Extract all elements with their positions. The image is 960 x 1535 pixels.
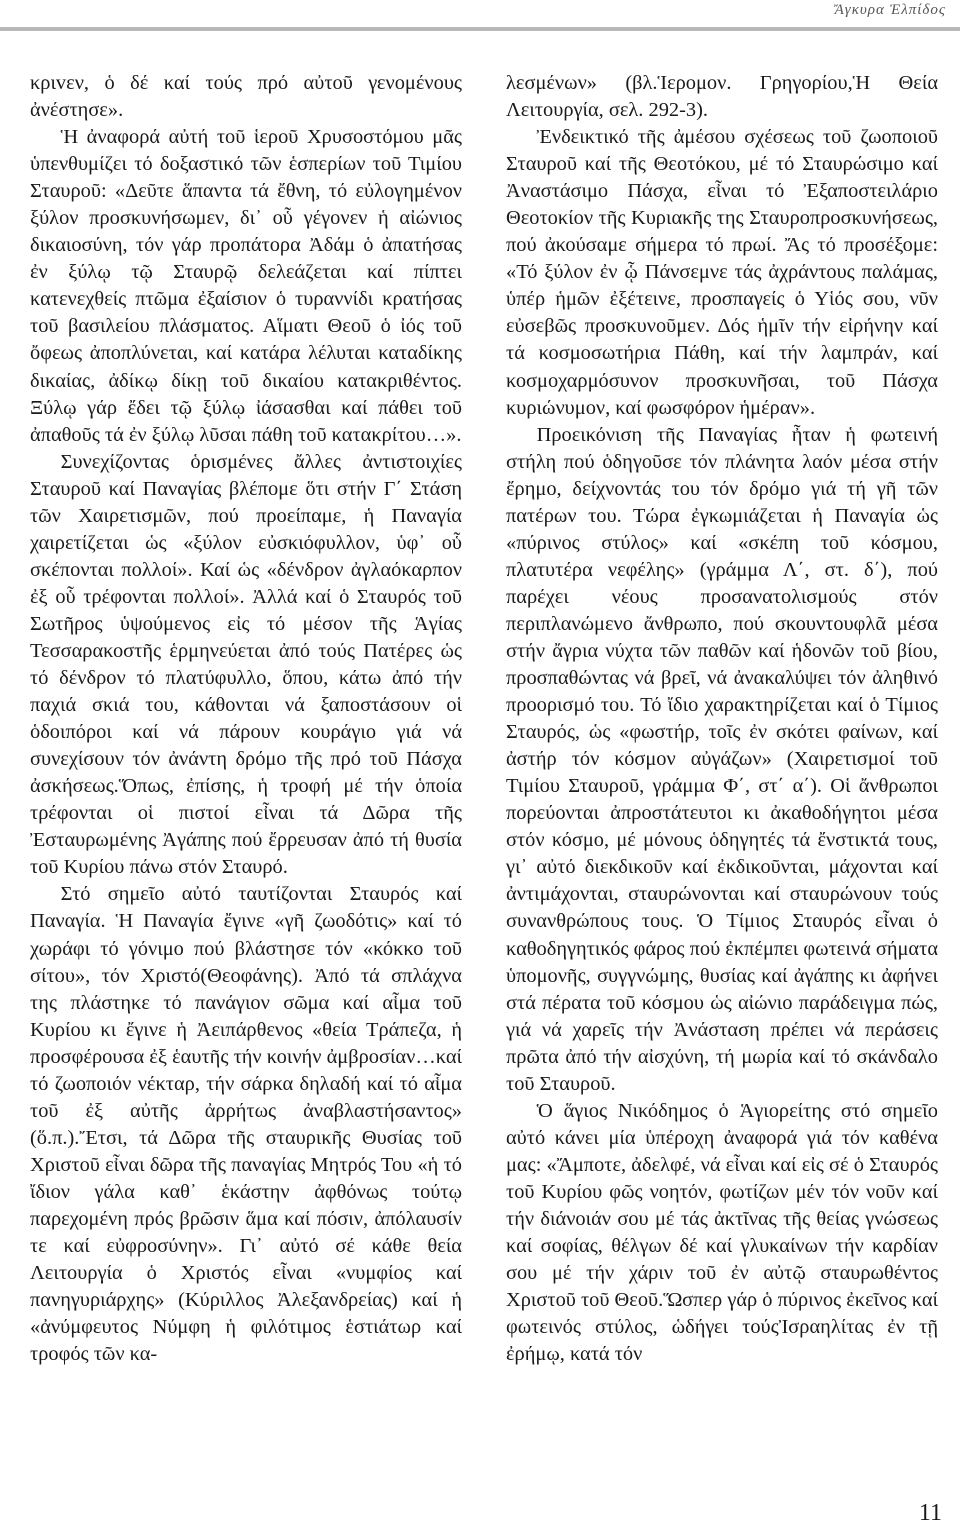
page-number: 11	[918, 1500, 942, 1526]
paragraph: Στό σημεῖο αὐτό ταυτίζονται Σταυρός καί Παναγία. Ἡ Παναγία ἔγινε «γῆ ζωοδότις» καί τό χωράφι τό γόνιμο πού βλάστησε τόν «κόκκο τοῦ σίτου», τόν Χριστό(Θεοφάνης). Ἀπό τά σπλάχνα της πλάστηκε τό πανάγιον σῶμα καί αἷμα τοῦ Κυρίου κι ἔγινε ἡ Ἀειπάρθενος «θεία Τράπεζα, ἡ προσφέρουσα ἐξ ἑαυτῆς τήν κοινήν ἀμβροσίαν…καί τό ζωοποιόν νέκταρ, τήν σάρκα δηλαδή καί τό αἷμα τοῦ ἐξ αὐτῆς ἀρρήτως ἀναβλαστήσαντος» (ὅ.π.).Ἔτσι, τά Δῶρα τῆς σταυρικῆς Θυσίας τοῦ Χριστοῦ εἶναι δῶρα τῆς παναγίας Μητρός Του «ἡ τό ἴδιον γάλα καθ᾿ ἑκάστην ἀφθόνως τούτῳ παρεχομένη πρός βρῶσιν ἅμα καί πόσιν, ἀπόλαυσίν τε καί εὐφροσύνην». Γι᾿ αὐτό σέ κάθε θεία Λειτουργία ὁ Χριστός εἶναι «νυμφίος καί πανηγυριάρχης» (Κύριλλος Ἀλεξανδρείας) καί ἡ «ἀνύμφευτος Νύμφη ἡ φιλότιμος ἑστιάτωρ καί τροφός τῶν κα-	[30, 883, 462, 1366]
paragraph: Ὁ ἅγιος Νικόδημος ὁ Ἁγιορείτης στό σημεῖο αὐτό κάνει μία ὑπέροχη ἀναφορά γιά τόν καθένα μας: «Ἄμποτε, ἀδελφέ, νά εἶναι καί εἰς σέ ὁ Σταυρός τοῦ Κυρίου φῶς νοητόν, φωτίζων μέν τόν νοῦν καί τήν διάνοιάν σου μέ τάς ἀκτῖνας τῆς θείας γνώσεως καί σοφίας, θέλγων δέ καί γλυκαίνων τήν καρδίαν σου μέ τήν χάριν τοῦ ἐν αὐτῷ σταυρωθέντος Χριστοῦ τοῦ Θεοῦ.Ὥσπερ γάρ ὁ πύρινος ἐκεῖνος καί φωτεινός στύλος, ὡδήγει τούςἸσραηλίτας ἐν τῇ ἐρήμῳ, κατά τόν	[506, 1099, 938, 1366]
paragraph: κριvεν, ὁ δέ καί τούς πρό αὐτοῦ γενομένους ἀνέστησε».	[30, 72, 462, 122]
paragraph: Προεικόνιση τῆς Παναγίας ἦταν ἡ φωτεινή στήλη πού ὁδηγοῦσε τόν πλάνητα λαόν μέσα στήν ἔρημο, δείχνοντάς του τόν δρόμο γιά τή γῆ τῶν πατέρων του. Τώρα ἐγκωμιάζεται ἡ Παναγία ὡς «πύρινος στύλος» καί «σκέπη τοῦ κόσμου, πλατυτέρα νεφέλης» (γράμμα Λ΄, στ. δ΄), πού παρέχει νέους προσανατολισμούς στόν περιπλανώμενο ἄνθρωπο, πού σκουντουφλᾶ μέσα στήν ἄγρια νύχτα τῶν παθῶν καί ἡδονῶν τοῦ βίου, προσπαθώντας νά βρεῖ, νά ἀνακαλύψει τόν ἀληθινό προορισμό του. Τό ἴδιο χαρακτηρίζεται καί ὁ Τίμιος Σταυρός, ὡς «φωστήρ, τοῖς ἐν σκότει φαίνων, καί ἀστήρ τόν κόσμον αὐγάζων» (Χαιρετισμοί τοῦ Τιμίου Σταυροῦ, γράμμα Φ΄, στ΄ α΄). Οἱ ἄνθρωποι πορεύονται ἀπροστάτευτοι κι ἀκαθοδήγητοι μέσα στόν κόσμο, μέ μόνους ὁδηγητές τά ἔνστικτά τους, γι᾿ αὐτό διεκδικοῦν καί ἐκδικοῦνται, μάχονται καί ἀντιμάχονται, σταυρώνονται καί σταυρώνουν τούς συνανθρώπους τους. Ὁ Τίμιος Σταυρός εἶναι ὁ καθοδηγητικός φάρος πού ἐκπέμπει φωτεινά σήματα ὑπομονῆς, συγγνώμης, θυσίας καί ἀγάπης κι ἀφήνει στά πέρατα τοῦ κόσμου ὡς αἰώνιο παράδειγμα πώς, γιά νά χαρεῖς τήν Ἀνάσταση πρέπει νά περάσεις πρῶτα ἀπό τήν αἰσχύνη, τή μωρία καί τό σκάνδαλο τοῦ Σταυροῦ.	[506, 423, 938, 1095]
paragraph: Συνεχίζοντας ὁρισμένες ἄλλες ἀντιστοιχίες Σταυροῦ καί Παναγίας βλέπομε ὅτι στήν Γ΄ Στάση τῶν Χαιρετισμῶν, πού προείπαμε, ἡ Παναγία χαιρετίζεται ὡς «ξύλον εὐσκιόφυλλον, ὑφ᾿ οὗ σκέπονται πολλοί». Καί ὡς «δένδρον ἀγλαόκαρπον ἐξ οὗ τρέφονται πολλοί». Ἀλλά καί ὁ Σταυρός τοῦ Σωτῆρος ὑψούμενος εἰς τό μέσον τῆς Ἁγίας Τεσσαρακοστῆς ἑρμηνεύεται ἀπό τούς Πατέρες ὡς τό δένδρον τό πλατύφυλλο, ὅπου, κάτω ἀπό τήν παχιά σκιά του, κάθονται νά ξαποστάσουν οἱ ὁδοιπόροι καί νά πάρουν κουράγιο γιά νά συνεχίσουν τόν ἀνάντη δρόμο τῆς πρό τοῦ Πάσχα ἀσκήσεως.Ὅπως, ἐπίσης, ἡ τροφή μέ τήν ὁποία τρέφονται οἱ πιστοί εἶναι τά Δῶρα τῆς Ἐσταυρωμένης Ἀγάπης πού ἔρρευσαν ἀπό τή θυσία τοῦ Κυρίου πάνω στόν Σταυρό.	[30, 450, 462, 879]
paragraph: λεσμένων» (βλ.Ἱερομον. Γρηγορίου,Ἡ Θεία Λειτουργία, σελ. 292-3).	[506, 72, 938, 122]
right-column	[506, 70, 938, 1368]
paragraph: Ἡ ἀναφορά αὐτή τοῦ ἱεροῦ Χρυσοστόμου μᾶς ὑπενθυμίζει τό δοξαστικό τῶν ἑσπερίων τοῦ Τιμίου Σταυροῦ: «Δεῦτε ἅπαντα τά ἔθνη, τό εὐλογημένον ξύλον προσκυνήσωμεν, δι᾿ οὗ γέγονεν ἡ αἰώνιος δικαιοσύνη, τόν γάρ προπάτορα Ἀδάμ ὁ ἀπατήσας ἐν ξύλῳ τῷ Σταυρῷ δελεάζεται καί πίπτει κατενεχθείς πτῶμα ἐξαίσιον ὁ τυραννίδι κρατήσας τοῦ βασιλείου πλάσματος. Αἵματι Θεοῦ ὁ ἰός τοῦ ὄφεως ἀποπλύνεται, καί κατάρα λέλυται καταδίκης δικαίας, ἀδίκῳ δίκῃ τοῦ δικαίου κατακριθέντος. Ξύλῳ γάρ ἔδει τῷ ξύλῳ ἰάσασθαι καί πάθει τοῦ ἀπαθοῦς τά ἐν ξύλῳ λῦσαι πάθη τοῦ κατακρίτου…».	[30, 126, 462, 446]
header-rule	[0, 27, 960, 31]
paragraph: Ἐνδεικτικό τῆς ἀμέσου σχέσεως τοῦ ζωοποιοῦ Σταυροῦ καί τῆς Θεοτόκου, μέ τό Σταυρώσιμο καί Ἀναστάσιμο Πάσχα, εἶναι τό Ἐξαποστειλάριο Θεοτοκίον τῆς Κυριακῆς της Σταυροπροσκυνήσεως, πού ἀκούσαμε σήμερα τό πρωί. Ἄς τό προσέξομε: «Τό ξύλον ἐν ᾧ Πάνσεμνε τάς ἀχράντους παλάμας, ὑπέρ ἡμῶν ἐξέτεινε, προσπαγείς ὁ Υἱός σου, νῦν εὐσεβῶς προσκυνοῦμεν. Δός ἡμῖν τήν εἰρήνην καί τά κοσμοσωτήρια Πάθη, καί τήν λαμπράν, καί κοσμοχαρμόσυνον προσκυνῆσαι, τοῦ Πάσχα κυριώνυμον, καί φωσφόρον ἡμέραν».	[506, 126, 938, 419]
left-column	[30, 70, 462, 1368]
running-title: Ἄγκυρα Ἐλπίδος	[834, 2, 946, 18]
